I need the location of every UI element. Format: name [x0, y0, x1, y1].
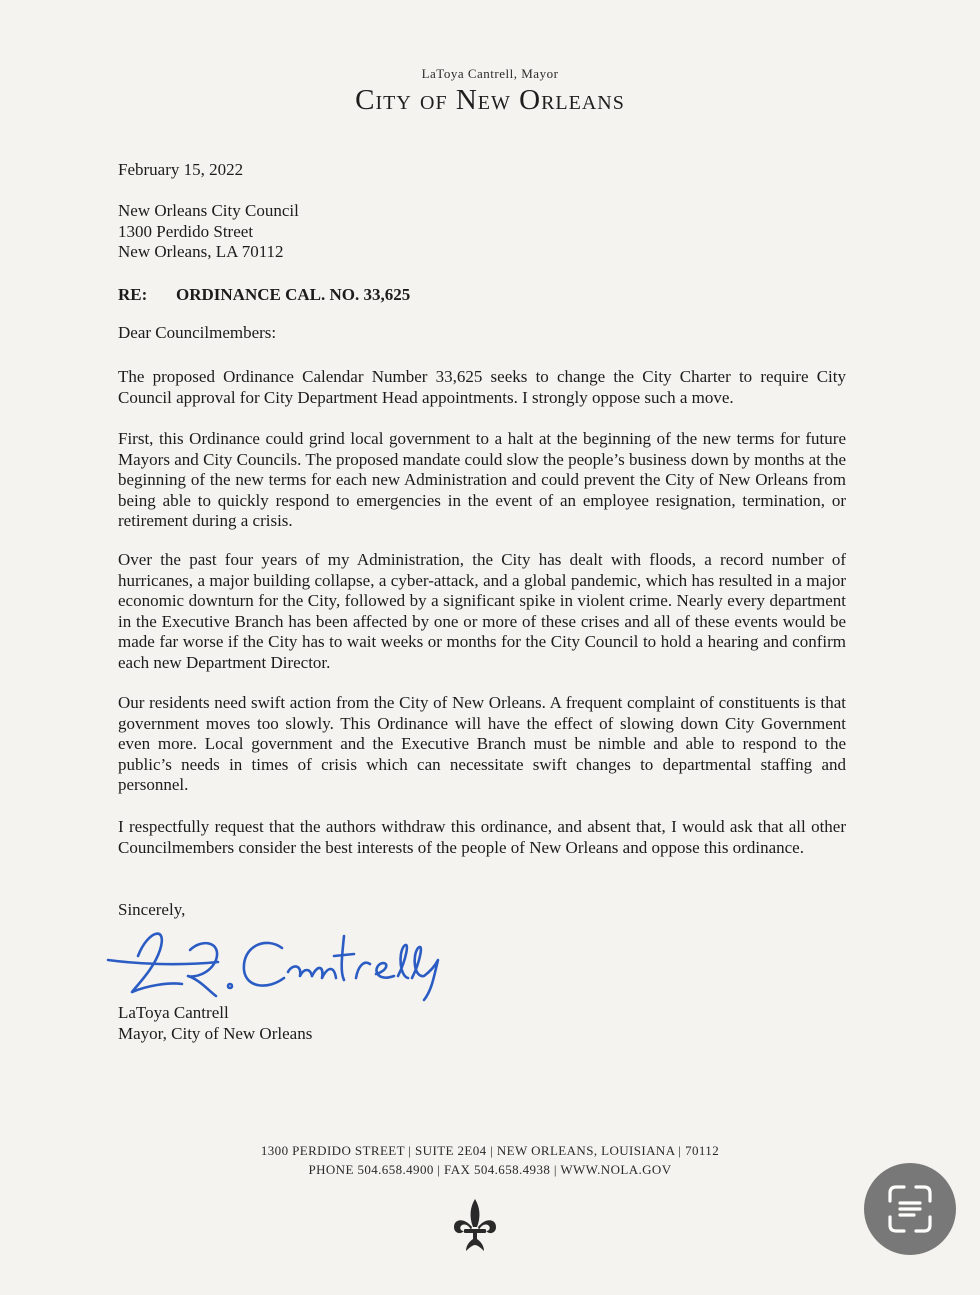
body-paragraph-4: Our residents need swift action from the City of New Orleans. A frequent complaint of constituents is that government moves too slowly. This Ordinance will have the effect of slowing down City Government even more. Local government and the Executive Branch must be nimble and able to respond to the public’s needs in times of crisis which can necessitate swift changes to departmental staffing and personnel. [118, 693, 846, 794]
scan-text-button[interactable] [864, 1163, 956, 1255]
letterhead-mayor-line: LaToya Cantrell, Mayor [421, 66, 559, 81]
re-label: RE: [118, 285, 148, 304]
letter-date: February 15, 2022 [118, 160, 244, 179]
signer-title: Mayor, City of New Orleans [118, 1023, 313, 1043]
body-paragraph-1: The proposed Ordinance Calendar Number 33,625 seeks to change the City Charter to require City Council approval for City Department Head appointments. I strongly oppose such a move. [118, 367, 846, 407]
recipient-line-2: 1300 Perdido Street [118, 221, 254, 241]
closing: Sincerely, [118, 900, 186, 919]
recipient-line-1: New Orleans City Council [118, 201, 299, 220]
fleur-de-lis-icon [450, 1197, 500, 1253]
body-paragraph-3: Over the past four years of my Administration, the City has dealt with floods, a record number of hurricanes, a major building collapse, a cyber-attack, and a global pandemic, which has resulted in a major economic downturn for the City, followed by a significant spike in violent crime. Nearly every department in the Executive Branch has been affected by one or more of these crises and all of these events would be made far worse if the City has to wait weeks or months for the City Council to hold a hearing and confirm each new Department Director. [118, 550, 846, 672]
footer-contact: PHONE 504.658.4900 | FAX 504.658.4938 | WWW.NOLA.GOV [308, 1162, 672, 1177]
body-paragraph-5: I respectfully request that the authors withdraw this ordinance, and absent that, I would ask that all other Councilmembers consider the best interests of the people of New Orleans and oppose this ordinance. [118, 817, 846, 857]
signer-block [118, 1003, 846, 1044]
salutation: Dear Councilmembers: [118, 323, 277, 342]
letterhead-city-name: City of New Orleans [355, 84, 625, 116]
handwritten-signature [98, 920, 448, 1010]
recipient-line-3: New Orleans, LA 70112 [118, 242, 284, 261]
subject-line [118, 285, 846, 306]
recipient-address [118, 201, 846, 263]
signer-name: LaToya Cantrell [118, 1003, 229, 1022]
scan-text-icon [864, 1163, 956, 1255]
body-paragraph-2: First, this Ordinance could grind local government to a halt at the beginning of the new terms for future Mayors and City Councils. The proposed mandate could slow the people’s business down by months at the beginning of the new terms for each new Administration and could prevent the City of New Orleans from being able to quickly respond to emergencies in the event of an employee resignation, termination, or retirement during a crisis. [118, 429, 846, 530]
re-subject: ORDINANCE CAL. NO. 33,625 [176, 285, 411, 304]
footer-address: 1300 PERDIDO STREET | SUITE 2E04 | NEW ORLEANS, LOUISIANA | 70112 [260, 1143, 720, 1158]
